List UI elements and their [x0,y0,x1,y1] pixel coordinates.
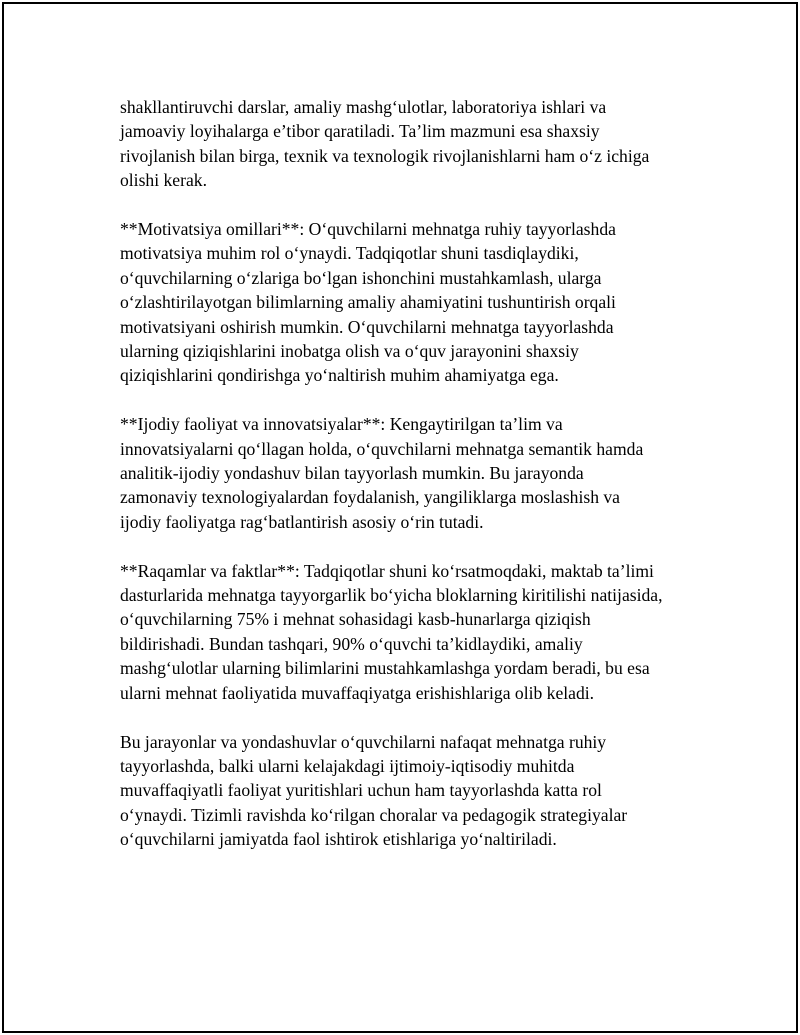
text-line: qiziqishlarini qondirishga yo‘naltirish muhim ahamiyatga ega. [120,365,559,386]
text-line: o‘ynaydi. Tizimli ravishda ko‘rilgan choralar va pedagogik strategiyalar [120,804,628,825]
text-line: analitik-ijodiy yondashuv bilan tayyorlash mumkin. Bu jarayonda [120,463,584,484]
text-line: bildirishadi. Bundan tashqari, 90% o‘quvchi ta’kidlaydiki, amaliy [120,633,583,654]
text-line: o‘quvchilarning o‘zlariga bo‘lgan ishonchini mustahkamlash, ularga [120,267,602,288]
text-line: jamoaviy loyihalarga e’tibor qaratiladi. Ta’lim mazmuni esa shaxsiy [120,121,600,142]
paragraph-intro [120,95,720,193]
page-frame [2,2,798,1033]
text-line: zamonaviy texnologiyalardan foydalanish, yangiliklarga moslashish va [120,487,620,508]
paragraph-creativity [120,412,720,534]
text-line: ularning qiziqishlarini inobatga olish va o‘quv jarayonini shaxsiy [120,341,579,362]
text-line: o‘quvchilarning 75% i mehnat sohasidagi kasb-hunarlarga qiziqish [120,609,591,630]
document-body [120,95,720,876]
text-line: motivatsiya muhim rol o‘ynaydi. Tadqiqotlar shuni tasdiqlaydiki, [120,243,579,264]
paragraph-motivation [120,217,720,388]
text-line: rivojlanish bilan birga, texnik va texnologik rivojlanishlarni ham o‘z ichiga [120,145,650,166]
paragraph-conclusion [120,730,720,852]
text-line: tayyorlashda, balki ularni kelajakdagi ijtimoiy-iqtisodiy muhitda [120,755,575,776]
text-line: dasturlarida mehnatga tayyorgarlik bo‘yicha bloklarning kiritilishi natijasida, [120,585,663,606]
text-line: olishi kerak. [120,170,207,191]
text-line: **Ijodiy faoliyat va innovatsiyalar**: Kengaytirilgan ta’lim va [120,414,563,435]
text-line: **Motivatsiya omillari**: O‘quvchilarni mehnatga ruhiy tayyorlashda [120,219,616,240]
text-line: o‘zlashtirilayotgan bilimlarning amaliy ahamiyatini tushuntirish orqali [120,292,616,313]
text-line: motivatsiyani oshirish mumkin. O‘quvchilarni mehnatga tayyorlashda [120,316,614,337]
text-line: ularni mehnat faoliyatida muvaffaqiyatga erishishlariga olib keladi. [120,682,595,703]
text-line: Bu jarayonlar va yondashuvlar o‘quvchilarni nafaqat mehnatga ruhiy [120,731,607,752]
text-line: muvaffaqiyatli faoliyat yuritishlari uchun ham tayyorlashda katta rol [120,780,602,801]
text-line: innovatsiyalarni qo‘llagan holda, o‘quvchilarni mehnatga semantik hamda [120,438,644,459]
paragraph-facts [120,559,720,705]
text-line: mashg‘ulotlar ularning bilimlarini mustahkamlashga yordam beradi, bu esa [120,658,650,679]
text-line: shakllantiruvchi darslar, amaliy mashg‘ulotlar, laboratoriya ishlari va [120,97,607,117]
text-line: ijodiy faoliyatga rag‘batlantirish asosiy o‘rin tutadi. [120,511,484,532]
text-line: o‘quvchilarni jamiyatda faol ishtirok etishlariga yo‘naltiriladi. [120,829,557,850]
text-line: **Raqamlar va faktlar**: Tadqiqotlar shuni ko‘rsatmoqdaki, maktab ta’limi [120,560,654,581]
